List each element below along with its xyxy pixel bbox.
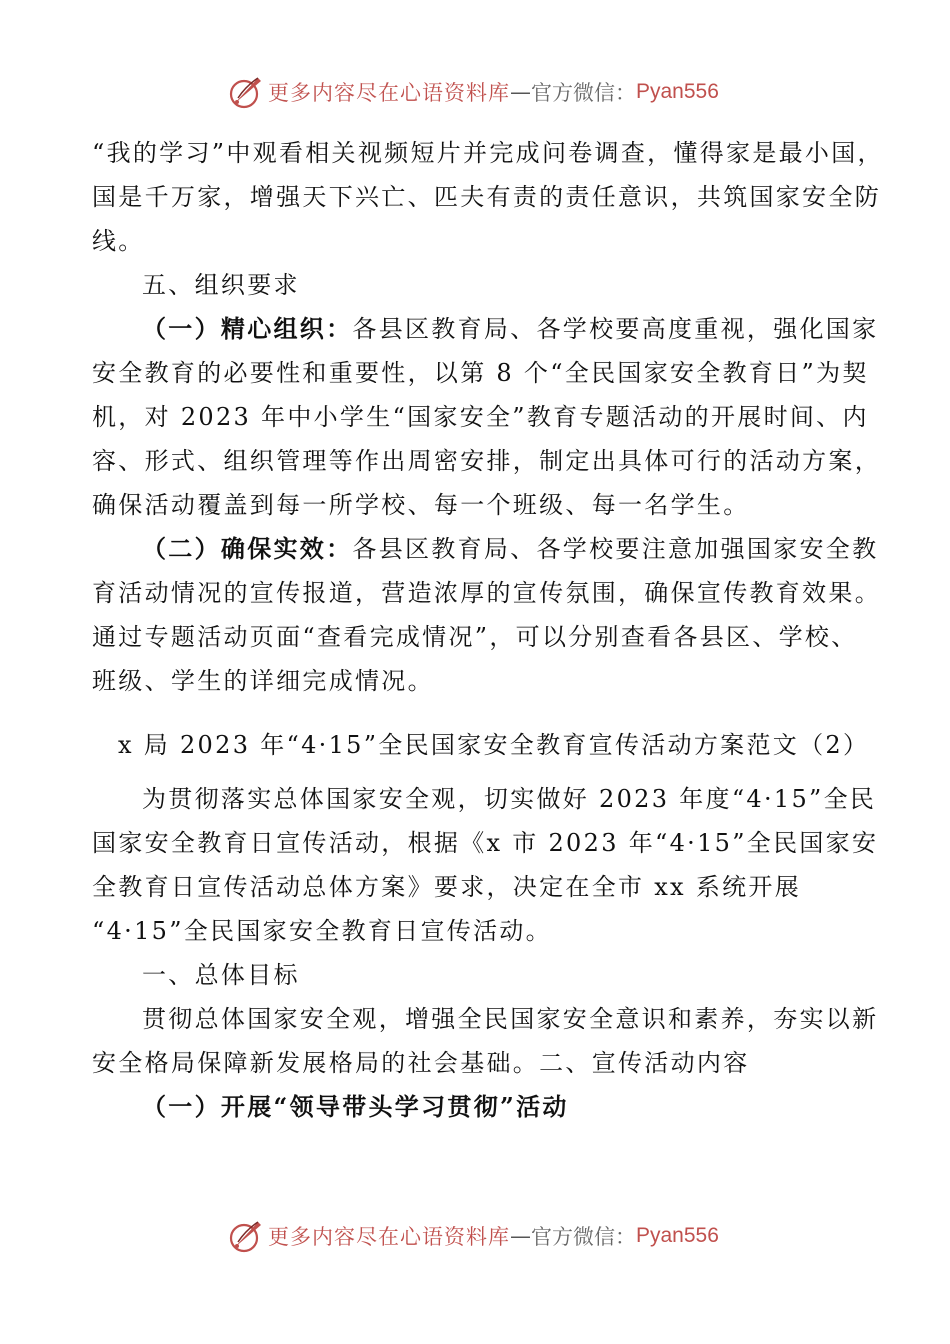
watermark-title: 更多内容尽在心语资料库 <box>268 81 510 105</box>
text-line: 安全教育的必要性和重要性，以第 8 个“全民国家安全教育日”为契 <box>92 359 869 387</box>
text-line: 确保活动覆盖到每一所学校、每一个班级、每一名学生。 <box>92 491 750 519</box>
document-subtitle: x 局 2023 年“4·15”全民国家安全教育宣传活动方案范文（2） <box>118 731 870 759</box>
text-line: “4·15”全民国家安全教育日宣传活动。 <box>92 917 552 945</box>
quill-logo-icon <box>228 1218 264 1254</box>
footer-watermark <box>228 1218 719 1254</box>
section-heading: 一、总体目标 <box>142 961 300 989</box>
text-line: 育活动情况的宣传报道，营造浓厚的宣传氛围，确保宣传教育效果。 <box>92 579 881 607</box>
watermark-dash: — <box>510 80 531 104</box>
watermark-dash: — <box>510 1224 531 1248</box>
text-line: 线。 <box>92 227 145 255</box>
quill-logo-icon <box>228 74 264 110</box>
watermark-id: Pyan556 <box>636 80 719 103</box>
watermark-id: Pyan556 <box>636 1224 719 1247</box>
text-line: （二）确保实效：各县区教育局、各学校要注意加强国家安全教 <box>142 534 879 563</box>
text-line: （一）精心组织：各县区教育局、各学校要高度重视，强化国家 <box>142 314 879 343</box>
text-line: 机，对 2023 年中小学生“国家安全”教育专题活动的开展时间、内 <box>92 403 869 431</box>
watermark-label: 官方微信： <box>531 81 636 105</box>
subsection-heading: （一）精心组织： <box>142 314 353 343</box>
section-heading: 五、组织要求 <box>142 271 300 299</box>
subsection-heading: （一）开展“领导带头学习贯彻”活动 <box>142 1092 569 1121</box>
subsection-heading: （二）确保实效： <box>142 534 353 563</box>
watermark-label: 官方微信： <box>531 1225 636 1249</box>
text-line: 贯彻总体国家安全观，增强全民国家安全意识和素养，夯实以新 <box>142 1005 879 1033</box>
text-line: 安全格局保障新发展格局的社会基础。二、宣传活动内容 <box>92 1049 750 1077</box>
text-line <box>142 1092 569 1122</box>
text-line: 班级、学生的详细完成情况。 <box>92 667 434 695</box>
header-watermark <box>228 74 719 110</box>
text-line: 全教育日宣传活动总体方案》要求，决定在全市 xx 系统开展 <box>92 873 802 901</box>
text-line: 国家安全教育日宣传活动，根据《x 市 2023 年“4·15”全民国家安 <box>92 829 879 857</box>
text-line: 通过专题活动页面“查看完成情况”，可以分别查看各县区、学校、 <box>92 623 858 651</box>
watermark-title: 更多内容尽在心语资料库 <box>268 1225 510 1249</box>
text-line: “我的学习”中观看相关视频短片并完成问卷调查，懂得家是最小国， <box>92 139 884 167</box>
text-line: 为贯彻落实总体国家安全观，切实做好 2023 年度“4·15”全民 <box>142 785 877 813</box>
text-line: 容、形式、组织管理等作出周密安排，制定出具体可行的活动方案， <box>92 447 881 475</box>
text-line: 国是千万家，增强天下兴亡、匹夫有责的责任意识，共筑国家安全防 <box>92 183 881 211</box>
